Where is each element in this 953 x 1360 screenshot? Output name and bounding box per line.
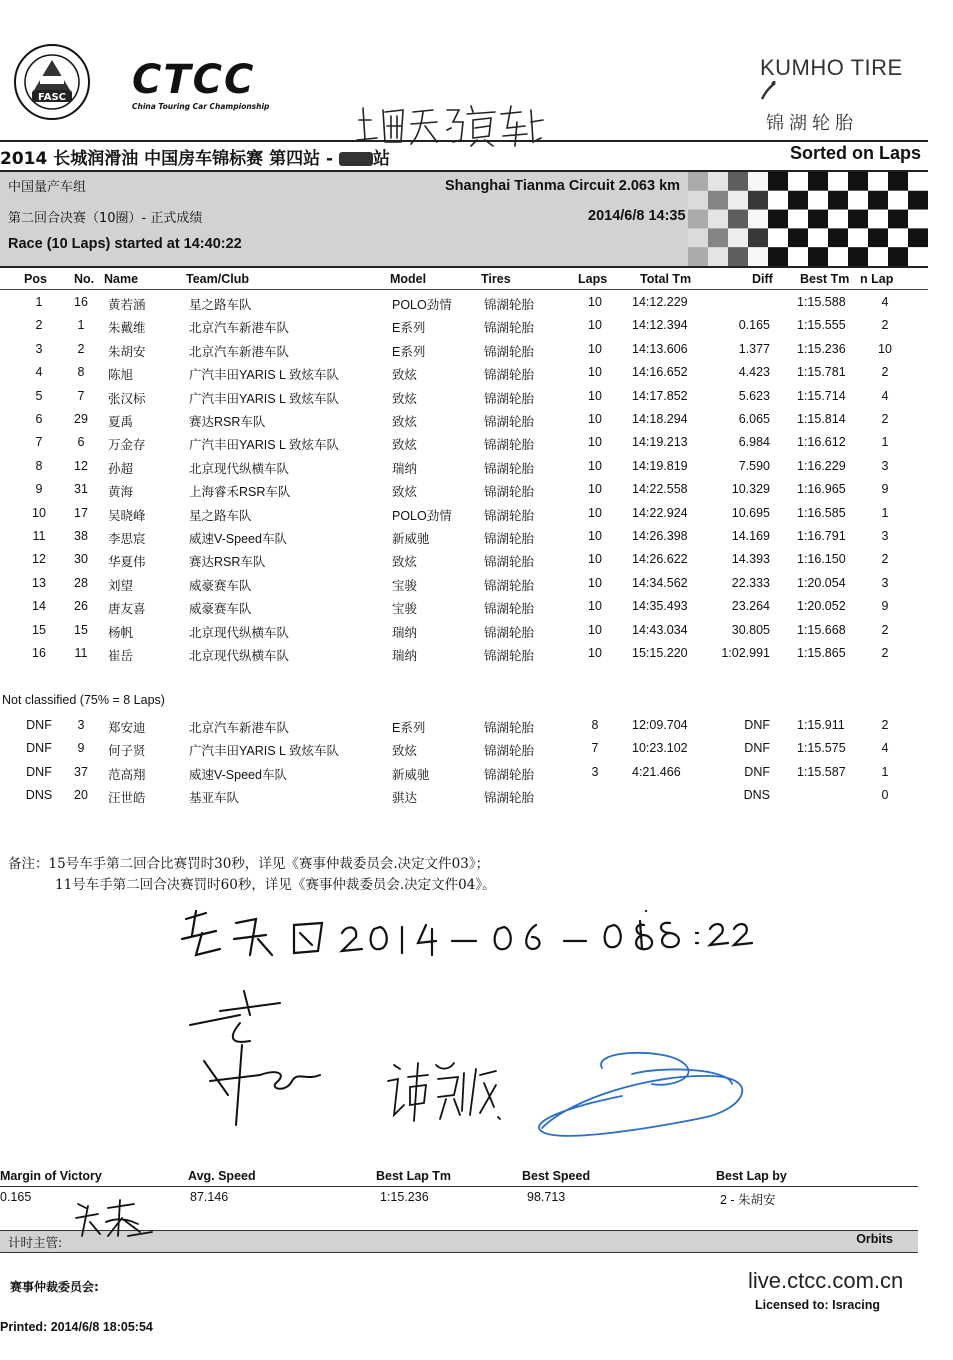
cell-model: 新威驰 [392,767,430,782]
cell-model: POLO劲情 [392,508,452,523]
avg-speed-label: Avg. Speed [188,1169,256,1183]
margin-label: Margin of Victory [0,1169,102,1183]
table-row [0,646,928,669]
cell-no: 12 [74,458,88,473]
cell-best: 1:15.575 [797,741,846,756]
cell-diff: DNF [744,718,770,732]
cell-pos: 14 [32,599,46,614]
cell-best: 1:16.791 [797,529,846,543]
printed-timestamp: Printed: 2014/6/8 18:05:54 [0,1320,153,1334]
cell-tires: 锦湖轮胎 [484,485,535,500]
cell-name: 朱戴维 [108,321,146,336]
cell-pos: 7 [35,435,43,450]
cell-tires: 锦湖轮胎 [484,578,535,593]
handwritten-issue-time [630,915,760,955]
cell-team: 北京现代纵横车队 [189,649,290,663]
cell-best: 1:15.814 [797,412,846,426]
cell-name: 唐友喜 [108,602,146,617]
cell-total: 14:13.606 [632,341,688,356]
cell-model: 瑞纳 [392,461,418,476]
cell-no: 20 [74,788,88,803]
cell-best: 1:15.236 [797,341,846,356]
cell-tires: 锦湖轮胎 [484,744,535,759]
cell-model: 致炫 [392,391,418,406]
cell-name: 万金存 [108,438,146,453]
ctcc-logo-subtext: China Touring Car Championship [132,102,270,111]
ctcc-logo [132,57,272,120]
cell-diff: 4.423 [738,365,770,380]
race-start: Race (10 Laps) started at 14:40:22 [8,236,242,252]
cell-best: 1:16.150 [797,552,846,567]
col-total: Total Tm [640,272,692,286]
cell-in-lap: 2 [881,718,889,732]
header-rule [0,289,928,290]
cell-name: 夏禹 [108,415,134,429]
fasc-text: FASC [38,92,66,103]
cell-best: 1:20.054 [797,575,846,590]
cell-team: 上海睿禾RSR车队 [189,485,291,500]
event-title-end: 站 [372,149,390,169]
cell-name: 华夏伟 [108,555,146,570]
kumho-swoosh-icon [760,81,776,101]
table-row [0,552,928,575]
col-laps: Laps [578,272,608,286]
table-row [0,318,928,341]
cell-no: 17 [74,505,88,520]
cell-in-lap: 2 [881,552,889,567]
cell-best: 1:15.865 [797,646,846,660]
cell-diff: 5.623 [738,388,770,403]
cell-name: 何子贤 [108,744,146,759]
cell-laps: 10 [588,412,602,426]
cell-laps: 10 [588,365,602,380]
cell-in-lap: 10 [878,341,892,356]
cell-tires: 锦湖轮胎 [484,344,535,359]
cell-model: 致炫 [392,438,418,453]
cell-team: 广汽丰田YARIS L 致炫车队 [189,368,340,383]
cell-no: 15 [74,622,88,637]
cell-team: 赛达RSR车队 [189,555,266,570]
cell-total: 15:15.220 [632,646,688,660]
cell-team: 北京汽车新港车队 [189,344,290,359]
cell-diff: 1.377 [738,341,770,356]
table-row [0,342,928,365]
cell-pos: DNS [25,788,53,803]
cell-team: 星之路车队 [189,508,252,523]
cell-pos: 4 [35,365,43,380]
cell-in-lap: 2 [881,365,889,380]
best-lap-by-label: Best Lap by [716,1169,787,1183]
col-model: Model [390,272,427,286]
cell-pos: 2 [35,318,43,333]
cell-tires: 锦湖轮胎 [484,767,535,782]
cell-no: 37 [74,764,88,779]
steward-label: 赛事仲裁委员会: [10,1280,99,1294]
cell-tires: 锦湖轮胎 [484,602,535,617]
cell-laps: 8 [591,718,599,732]
sort-label: Sorted on Laps [789,143,921,163]
cell-laps: 10 [588,505,602,520]
cell-no: 30 [74,552,88,567]
cell-diff: 1:02.991 [721,646,770,660]
kumho-logo [760,55,920,135]
handwritten-venue [355,98,545,150]
cell-tires: 锦湖轮胎 [484,461,535,476]
cell-best: 1:15.587 [797,764,846,779]
cell-diff: DNS [743,788,770,803]
cell-in-lap: 4 [881,388,889,403]
cell-best: 1:20.052 [797,599,846,614]
table-row [0,623,928,646]
cell-name: 李思宸 [108,532,146,546]
table-row [0,765,928,788]
cell-pos: DNF [26,718,52,732]
cell-total: 10:23.102 [632,741,688,756]
cell-no: 1 [77,318,85,333]
cell-laps: 10 [588,295,602,309]
cell-no: 29 [74,412,88,426]
cell-pos: 3 [35,341,43,356]
cell-laps: 10 [588,622,602,637]
cell-laps: 10 [588,575,602,590]
cell-best: 1:15.588 [797,295,846,309]
cell-total: 14:19.213 [632,435,688,450]
cell-diff: 14.393 [731,552,770,567]
cell-model: 致炫 [392,415,418,429]
cell-tires: 锦湖轮胎 [484,555,535,570]
cell-tires: 锦湖轮胎 [484,368,535,383]
cell-total: 12:09.704 [632,718,688,732]
cell-tires: 锦湖轮胎 [484,415,535,429]
cell-team: 广汽丰田YARIS L 致炫车队 [189,438,340,453]
cell-pos: 8 [35,458,43,473]
cell-no: 2 [77,341,85,356]
cell-model: 宝骏 [392,602,418,617]
cell-model: 致炫 [392,485,418,500]
cell-model: E系列 [392,321,426,336]
cell-tires: 锦湖轮胎 [484,625,535,640]
cell-no: 3 [77,718,85,732]
table-row [0,741,928,764]
cell-laps: 10 [588,388,602,403]
cell-no: 11 [74,646,88,660]
cell-in-lap: 1 [881,435,889,450]
table-row [0,599,928,622]
cell-laps: 10 [588,529,602,543]
cell-model: POLO劲情 [392,298,452,312]
cell-name: 郑安迪 [108,721,146,735]
cell-in-lap: 2 [881,318,889,333]
cell-in-lap: 3 [881,575,889,590]
cell-model: 致炫 [392,368,418,383]
cell-laps: 10 [588,646,602,660]
col-team: Team/Club [186,272,249,286]
cell-model: E系列 [392,721,426,735]
remark-line-2: 11号车手第二回合决赛罚时60秒，详见《赛事仲裁委员会.决定文件04》。 [55,877,496,893]
cell-in-lap: 2 [881,646,889,660]
cell-name: 范高翔 [108,767,146,782]
cell-total: 14:16.652 [632,365,688,380]
class-name: 中国量产车组 [8,180,87,195]
cell-no: 7 [77,388,85,403]
cell-diff: 7.590 [738,458,770,473]
table-row [0,482,928,505]
remark-line-1: 备注：15号车手第二回合比赛罚时30秒，详见《赛事仲裁委员会.决定文件03》； [8,856,490,872]
table-row [0,529,928,552]
cell-model: 致炫 [392,744,418,759]
cell-tires: 锦湖轮胎 [484,508,535,523]
cell-best: 1:16.965 [797,482,846,497]
cell-best: 1:15.911 [797,718,845,732]
cell-pos: 12 [32,552,46,567]
cell-pos: 6 [35,412,43,426]
cell-team: 北京汽车新港车队 [189,721,290,735]
cell-model: 致炫 [392,555,418,570]
cell-name: 吴晓峰 [108,508,146,523]
cell-diff: DNF [744,741,770,756]
cell-best: 1:15.714 [797,388,846,403]
table-row [0,506,928,529]
redacted-mark [339,152,373,166]
cell-laps: 10 [588,341,602,356]
cell-diff: 30.805 [731,622,770,637]
cell-name: 崔岳 [108,649,134,663]
cell-in-lap: 3 [881,458,889,473]
cell-team: 北京汽车新港车队 [189,321,290,336]
cell-model: 瑞纳 [392,625,418,640]
cell-in-lap: 9 [881,599,889,614]
cell-model: 骐达 [392,791,418,806]
cell-pos: 13 [32,575,46,590]
cell-in-lap: 0 [881,788,889,803]
cell-pos: DNF [26,741,52,756]
cell-diff: 6.065 [738,412,770,426]
cell-pos: DNF [26,764,52,779]
cell-in-lap: 3 [881,529,889,543]
cell-tires: 锦湖轮胎 [484,391,535,406]
table-row [0,459,928,482]
col-no: No. [74,272,95,286]
table-row [0,389,928,412]
cell-diff: DNF [744,764,770,779]
cell-tires: 锦湖轮胎 [484,438,535,453]
cell-in-lap: 1 [881,764,889,779]
cell-name: 孙超 [108,461,134,476]
checkered-flag-icon [688,172,928,266]
cell-total: 4:21.466 [632,764,681,779]
event-title [0,144,390,169]
cell-name: 刘望 [108,578,134,593]
cell-no: 6 [77,435,85,450]
cell-laps: 10 [588,552,602,567]
kumho-logo-text: KUMHO TIRE [760,55,903,80]
cell-name: 黄海 [108,485,134,500]
cell-in-lap: 2 [881,412,889,426]
website: live.ctcc.com.cn [748,1268,904,1293]
table-row [0,788,928,811]
col-pos: Pos [24,272,47,286]
cell-tires: 锦湖轮胎 [484,791,535,806]
signature-3 [532,1048,762,1148]
cell-best: 1:16.612 [797,435,846,450]
cell-tires: 锦湖轮胎 [484,721,535,735]
kumho-logo-cn: 锦湖轮胎 [766,113,858,134]
cell-total: 14:26.398 [632,529,688,543]
cell-name: 黄若涵 [108,298,146,312]
cell-pos: 1 [35,295,43,309]
cell-diff: 23.264 [731,599,770,614]
cell-laps: 10 [588,435,602,450]
cell-team: 威速V-Speed车队 [189,532,287,546]
cell-total: 14:43.034 [632,622,688,637]
cell-total: 14:22.924 [632,505,688,520]
cell-diff: 14.169 [731,529,770,543]
table-row [0,435,928,458]
signature-timing-chief [68,1196,158,1240]
cell-best: 1:15.781 [797,365,846,380]
cell-tires: 锦湖轮胎 [484,532,535,546]
cell-pos: 11 [32,529,46,543]
cell-in-lap: 4 [881,741,889,756]
best-speed-value: 98.713 [527,1190,566,1204]
col-in-lap: n Lap [860,272,894,286]
not-classified-label: Not classified (75% = 8 Laps) [2,693,165,707]
col-diff: Diff [752,272,773,286]
cell-total: 14:18.294 [632,412,688,426]
cell-pos: 10 [32,505,46,520]
cell-no: 28 [74,575,88,590]
cell-no: 16 [74,295,88,309]
cell-team: 威速V-Speed车队 [189,767,287,782]
cell-no: 31 [74,482,88,497]
col-best: Best Tm [800,272,850,286]
avg-speed-value: 87.146 [190,1190,229,1204]
cell-total: 14:26.622 [632,552,688,567]
cell-model: E系列 [392,344,426,359]
cell-team: 广汽丰田YARIS L 致炫车队 [189,391,340,406]
cell-in-lap: 4 [881,295,889,309]
cell-name: 张汉标 [108,391,146,406]
cell-laps: 7 [591,741,599,756]
cell-team: 星之路车队 [189,298,252,312]
cell-best: 1:15.668 [797,622,846,637]
table-row [0,295,928,318]
cell-laps: 10 [588,458,602,473]
cell-laps: 10 [588,482,602,497]
cell-total: 14:35.493 [632,599,688,614]
cell-name: 朱胡安 [108,344,146,359]
cell-total: 14:12.394 [632,318,688,333]
cell-total: 14:19.819 [632,458,688,473]
orbits-label: Orbits [856,1232,893,1246]
cell-total: 14:17.852 [632,388,688,403]
best-lap-by-value: 2 - 朱胡安 [720,1193,776,1207]
cell-no: 26 [74,599,88,614]
best-lap-label: Best Lap Tm [376,1169,452,1183]
cell-best: 1:15.555 [797,318,846,333]
cell-diff: 0.165 [738,318,770,333]
table-row [0,576,928,599]
event-title-text: 2014 长城润滑油 中国房车锦标赛 第四站 - [0,149,339,169]
cell-in-lap: 9 [881,482,889,497]
table-row [0,365,928,388]
signature-1 [180,985,340,1135]
timing-chief-label: 计时主管: [8,1235,63,1250]
cell-pos: 9 [35,482,43,497]
cell-team: 威豪赛车队 [189,602,252,617]
race-datetime: 2014/6/8 14:35 [588,208,686,224]
cell-diff: 6.984 [738,435,770,450]
cell-laps: 3 [591,764,599,779]
summary-rule [0,1186,918,1187]
best-speed-label: Best Speed [522,1169,591,1183]
cell-laps: 10 [588,599,602,614]
table-row [0,718,928,741]
cell-name: 汪世皓 [108,791,146,806]
license: Licensed to: Isracing [755,1298,881,1312]
cell-diff: 22.333 [731,575,770,590]
cell-pos: 16 [32,646,46,660]
cell-team: 威豪赛车队 [189,578,252,593]
cell-pos: 5 [35,388,43,403]
col-name: Name [104,272,139,286]
cell-diff: 10.329 [731,482,770,497]
table-row [0,412,928,435]
title-rule [0,140,928,142]
cell-in-lap: 2 [881,622,889,637]
cell-no: 9 [77,741,85,756]
best-lap-value: 1:15.236 [380,1190,429,1204]
cell-team: 北京现代纵横车队 [189,461,290,476]
cell-in-lap: 1 [881,505,889,520]
margin-value: 0.165 [0,1190,32,1204]
cell-name: 陈旭 [108,368,134,383]
cell-no: 8 [77,365,85,380]
col-tires: Tires [481,272,511,286]
cell-best: 1:16.585 [797,505,846,520]
ctcc-logo-text: CTCC [132,57,256,103]
circuit-name: Shanghai Tianma Circuit 2.063 km [445,178,681,194]
cell-model: 瑞纳 [392,649,418,663]
cell-total: 14:22.558 [632,482,688,497]
fasc-logo [12,42,92,122]
cell-best: 1:16.229 [797,458,846,473]
round-title: 第二回合决赛（10圈）- 正式成绩 [8,211,203,226]
signature-2 [384,1055,504,1135]
cell-laps: 10 [588,318,602,333]
cell-total: 14:12.229 [632,295,688,309]
cell-team: 北京现代纵横车队 [189,625,290,640]
cell-name: 杨帆 [108,625,134,640]
cell-team: 广汽丰田YARIS L 致炫车队 [189,744,340,759]
cell-tires: 锦湖轮胎 [484,321,535,336]
cell-diff: 10.695 [731,505,770,520]
cell-model: 新威驰 [392,532,430,546]
cell-team: 赛达RSR车队 [189,415,266,429]
cell-tires: 锦湖轮胎 [484,649,535,663]
cell-no: 38 [74,529,88,543]
cell-model: 宝骏 [392,578,418,593]
cell-team: 基亚车队 [189,791,240,806]
cell-pos: 15 [32,622,46,637]
cell-total: 14:34.562 [632,575,688,590]
cell-tires: 锦湖轮胎 [484,298,535,312]
